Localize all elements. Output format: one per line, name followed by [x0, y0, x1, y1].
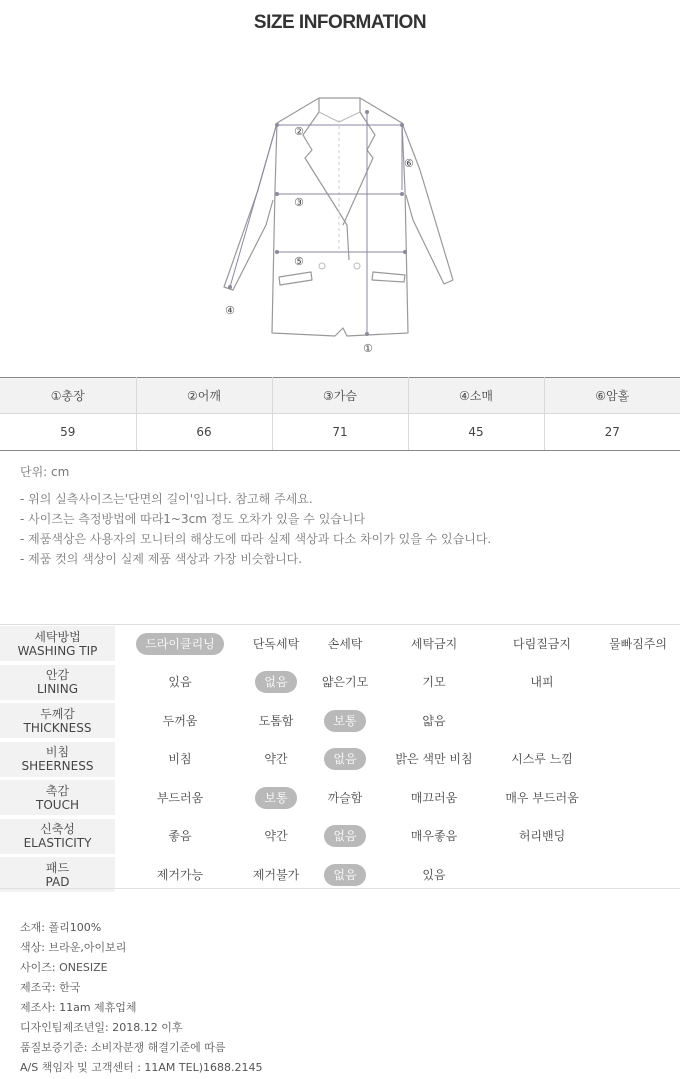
care-option [492, 818, 592, 856]
care-option-label: 다림질금지 [513, 636, 571, 651]
size-header-cell: ③가슴 [272, 378, 408, 414]
care-option [384, 818, 484, 856]
care-option-selected: 없음 [255, 671, 296, 693]
size-table [0, 377, 680, 451]
care-option-label: 물빠짐주의 [609, 636, 667, 651]
care-label-ko: 비침 [45, 745, 70, 759]
care-option [384, 779, 484, 817]
size-value-cell: 66 [136, 414, 272, 451]
size-value-cell: 59 [0, 414, 136, 451]
page-title: SIZE INFORMATION [253, 12, 427, 33]
care-option [295, 625, 395, 663]
care-option [130, 625, 230, 663]
care-option-label: 제거불가 [252, 867, 300, 882]
care-row-label [0, 857, 115, 892]
care-option-selected: 없음 [324, 825, 365, 847]
size-header-cell: ④소매 [408, 378, 544, 414]
size-value-cell: 27 [544, 414, 680, 451]
care-option-label: 시스루 느낌 [511, 752, 573, 767]
care-row [0, 702, 680, 741]
size-header-cell: ①총장 [0, 378, 136, 414]
care-label-en: THICKNESS [23, 720, 92, 735]
care-option [130, 702, 230, 740]
care-row [0, 818, 680, 857]
care-label-en: SHEERNESS [21, 759, 94, 773]
care-option-label: 약간 [264, 752, 288, 767]
care-option-label: 매우좋음 [410, 829, 458, 844]
marker-armhole: ⑥ [404, 157, 414, 170]
size-header-cell: ⑥암홀 [544, 378, 680, 414]
note-item: - 제품 컷의 색상이 실제 제품 색상과 가장 비슷합니다. [20, 552, 303, 566]
care-option-label: 내피 [530, 675, 554, 690]
size-value-cell: 71 [272, 414, 408, 451]
care-option-label: 기모 [422, 675, 446, 690]
care-option [492, 779, 592, 817]
care-option-label: 제거가능 [156, 867, 204, 882]
info-line: 품질보증기준: 소비자분쟁 해결기준에 따름 [20, 1041, 226, 1054]
care-row [0, 741, 680, 780]
note-item: - 사이즈는 측정방법에 따라1~3cm 정도 오차가 있을 수 있습니다 [20, 512, 366, 526]
care-row-label [0, 626, 115, 661]
care-label-ko: 촉감 [45, 783, 70, 798]
care-row-label [0, 665, 115, 700]
info-line: 제조국: 한국 [20, 981, 81, 994]
care-option-label: 밝은 색만 비침 [395, 752, 473, 767]
care-option-selected: 드라이클리닝 [136, 633, 224, 655]
info-line: 제조사: 11am 제휴업체 [20, 1001, 137, 1014]
care-label-ko: 세탁방법 [34, 629, 81, 644]
care-row [0, 664, 680, 703]
care-option [384, 741, 484, 779]
care-option-label: 매끄러움 [410, 790, 458, 805]
care-option-selected: 보통 [255, 787, 296, 809]
care-option-label: 세탁금지 [410, 636, 458, 651]
info-line: 사이즈: ONESIZE [20, 961, 108, 974]
care-option [384, 664, 484, 702]
care-option-label: 약간 [264, 829, 288, 844]
care-option-label: 부드러움 [156, 790, 204, 805]
size-table-header [0, 378, 680, 414]
care-label-ko: 두께감 [40, 706, 75, 721]
care-option [130, 779, 230, 817]
care-option [492, 664, 592, 702]
info-line: 디자인팀제조년일: 2018.12 이후 [20, 1021, 183, 1034]
care-option [588, 625, 680, 663]
marker-hem: ⑤ [294, 255, 304, 268]
note-item: - 위의 실측사이즈는'단면의 길이'입니다. 참고해 주세요. [20, 492, 313, 506]
care-option [295, 741, 395, 779]
size-notes [20, 489, 491, 569]
care-option-label: 매우 부드러움 [505, 790, 579, 805]
marker-sleeve: ④ [225, 304, 235, 317]
info-line: 색상: 브라운,아이보리 [20, 941, 127, 954]
jacket-body-outline [272, 98, 408, 336]
jacket-pocket-right [372, 272, 405, 282]
care-option-label: 허리밴딩 [518, 829, 566, 844]
size-header-cell: ②어깨 [136, 378, 272, 414]
jacket-right-sleeve [402, 123, 453, 284]
care-label-en: PAD [45, 874, 70, 889]
care-label-en: TOUCH [36, 797, 79, 812]
care-option-label: 두꺼움 [162, 713, 198, 728]
product-info [20, 918, 263, 1078]
care-option-label: 있음 [422, 867, 446, 882]
care-option-label: 있음 [168, 675, 192, 690]
care-option-label: 좋음 [168, 829, 192, 844]
care-label-en: ELASTICITY [23, 836, 92, 850]
care-label-en: LINING [36, 682, 78, 696]
care-option-label: 단독세탁 [252, 636, 300, 651]
jacket-left-sleeve [224, 123, 277, 290]
care-row [0, 625, 680, 664]
care-label-ko: 신축성 [40, 822, 75, 836]
marker-length: ① [363, 342, 373, 355]
care-option-selected: 없음 [324, 748, 365, 770]
care-option-label: 얇은기모 [321, 675, 369, 690]
care-label-en: WASHING TIP [17, 643, 98, 658]
jacket-pocket-left [279, 272, 312, 285]
care-option-label: 도톰함 [258, 713, 294, 728]
care-option [492, 741, 592, 779]
care-option-label: 손세탁 [327, 636, 363, 651]
care-option-selected: 보통 [324, 710, 365, 732]
care-option [295, 664, 395, 702]
care-row-label [0, 819, 115, 854]
care-row-label [0, 742, 115, 777]
care-row-label [0, 780, 115, 815]
care-option-label: 비침 [168, 752, 192, 767]
care-option [295, 818, 395, 856]
marker-chest: ③ [294, 196, 304, 209]
care-option [295, 702, 395, 740]
care-option [384, 625, 484, 663]
care-row-label [0, 703, 115, 738]
size-value-cell: 45 [408, 414, 544, 451]
care-option [295, 779, 395, 817]
care-option-selected: 없음 [324, 864, 365, 886]
jacket-diagram [215, 90, 465, 360]
care-option [492, 625, 592, 663]
care-option-label: 까슬함 [327, 790, 363, 805]
care-label-ko: 패드 [45, 860, 70, 875]
care-row [0, 779, 680, 818]
care-label-ko: 안감 [45, 668, 70, 682]
info-line: 소재: 폴리100% [20, 921, 102, 934]
care-option [130, 818, 230, 856]
care-option [384, 702, 484, 740]
care-option [130, 741, 230, 779]
care-option-label: 얇음 [422, 713, 446, 728]
unit-label: 단위: cm [20, 465, 70, 479]
size-table-row [0, 414, 680, 451]
jacket-collar [303, 98, 349, 260]
note-item: - 제품색상은 사용자의 모니터의 해상도에 따라 실제 색상과 다소 차이가 있을 수 있습니다. [20, 532, 492, 546]
care-table-divider [0, 888, 680, 889]
care-option [130, 664, 230, 702]
jacket-lapel-right [343, 98, 375, 225]
info-line: A/S 책임자 및 고객센터 : 11AM TEL)1688.2145 [20, 1061, 263, 1074]
marker-shoulder: ② [294, 125, 304, 138]
care-table [0, 624, 680, 895]
